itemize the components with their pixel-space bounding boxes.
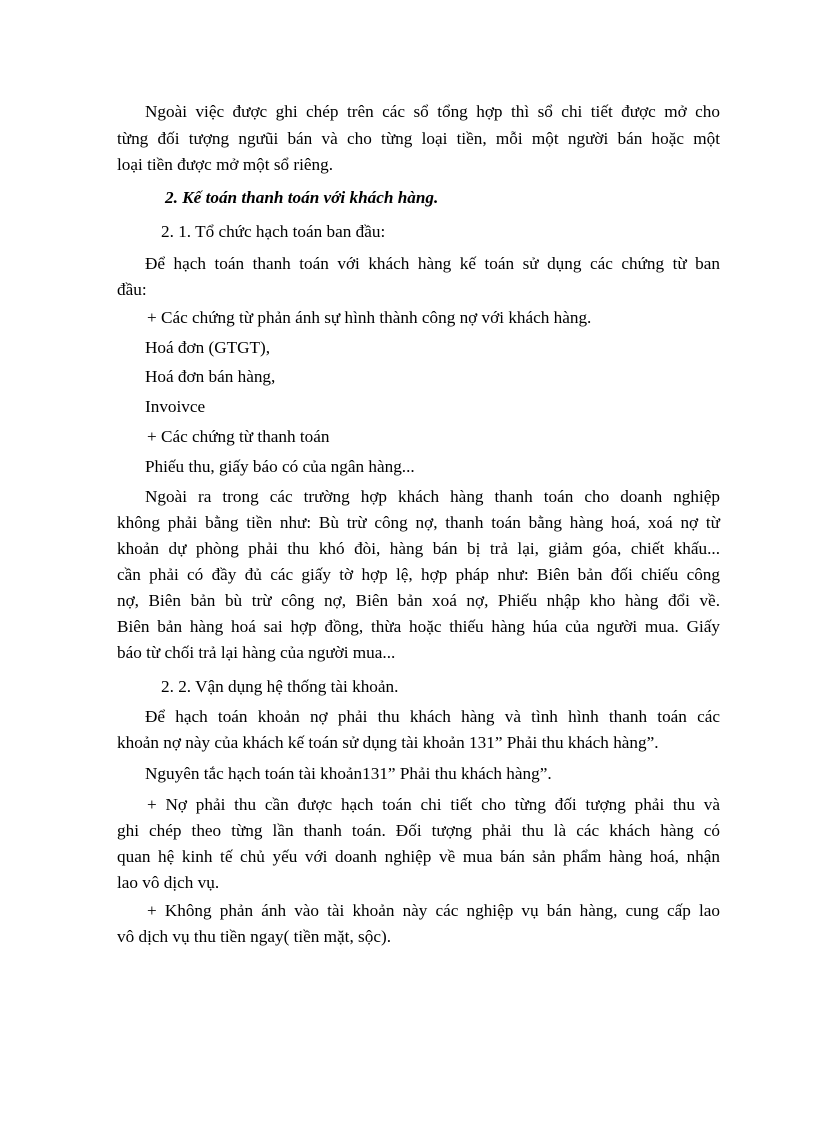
paragraph-3-line-5: nợ, Biên bản bù trừ công nợ, Biên bản xoá nợ, Phiếu nhập kho hàng đổi về. — [117, 591, 720, 610]
list-b-item: Phiếu thu, giấy báo có của ngân hàng... — [145, 457, 415, 476]
paragraph-1-line-1: Ngoài việc được ghi chép trên các sổ tổng hợp thì sổ chi tiết được mở cho — [145, 102, 720, 121]
list-a-item-1: Hoá đơn (GTGT), — [145, 338, 271, 357]
paragraph-5: Nguyên tắc hạch toán tài khoản131” Phải thu khách hàng”. — [145, 764, 552, 783]
paragraph-4-line-2: khoản nợ này của khách kế toán sử dụng tài khoản 131” Phải thu khách hàng”. — [117, 733, 659, 752]
paragraph-6-line-2: ghi chép theo từng lần thanh toán. Đối tượng phải thu là các khách hàng có — [117, 821, 720, 840]
paragraph-6-line-3: quan hệ kinh tế chủ yếu với doanh nghiệp về mua bán sản phẩm hàng hoá, nhận — [117, 847, 720, 866]
paragraph-6-line-1: + Nợ phải thu cần được hạch toán chi tiết cho từng đối tượng phải thu và — [147, 795, 720, 814]
subsection-heading-2-2: 2. 2. Vận dụng hệ thống tài khoản. — [161, 677, 399, 696]
paragraph-3-line-7: báo từ chối trả lại hàng của người mua... — [117, 643, 396, 662]
list-a-title: + Các chứng từ phản ánh sự hình thành công nợ với khách hàng. — [147, 308, 592, 327]
paragraph-1-line-3: loại tiền được mở một sổ riêng. — [117, 155, 334, 174]
list-a-item-2: Hoá đơn bán hàng, — [145, 367, 276, 386]
paragraph-6-line-4: lao vô dịch vụ. — [117, 873, 220, 892]
list-a-item-3: Invoivce — [145, 397, 206, 416]
list-b-title: + Các chứng từ thanh toán — [147, 427, 330, 446]
paragraph-3-line-3: khoản dự phòng phải thu khó đòi, hàng bán bị trả lại, giảm góa, chiết khấu... — [117, 539, 720, 558]
paragraph-3-line-6: Biên bản hàng hoá sai hợp đồng, thừa hoặc thiếu hàng húa của người mua. Giấy — [117, 617, 720, 636]
paragraph-2-line-1: Để hạch toán thanh toán với khách hàng kế toán sử dụng các chứng từ ban — [145, 254, 720, 273]
paragraph-3-line-1: Ngoài ra trong các trường hợp khách hàng thanh toán cho doanh nghiệp — [145, 487, 720, 506]
paragraph-7-line-2: vô dịch vụ thu tiền ngay( tiền mặt, sộc). — [117, 927, 391, 946]
paragraph-7-line-1: + Không phản ánh vào tài khoản này các nghiệp vụ bán hàng, cung cấp lao — [147, 901, 720, 920]
paragraph-1-line-2: từng đối tượng ngưũi bán và cho từng loại tiền, mỗi một người bán hoặc một — [117, 129, 720, 148]
paragraph-3-line-2: không phải bằng tiền như: Bù trừ công nợ, thanh toán bằng hàng hoá, xoá nợ từ — [117, 513, 720, 532]
paragraph-3-line-4: cần phải có đầy đủ các giấy tờ hợp lệ, hợp pháp như: Biên bản đối chiếu công — [117, 565, 720, 584]
subsection-heading-2-1: 2. 1. Tổ chức hạch toán ban đầu: — [161, 222, 386, 241]
paragraph-4-line-1: Để hạch toán khoản nợ phải thu khách hàng và tình hình thanh toán các — [145, 707, 720, 726]
section-heading-2: 2. Kế toán thanh toán với khách hàng. — [165, 188, 439, 207]
paragraph-2-line-2: đầu: — [117, 280, 147, 299]
